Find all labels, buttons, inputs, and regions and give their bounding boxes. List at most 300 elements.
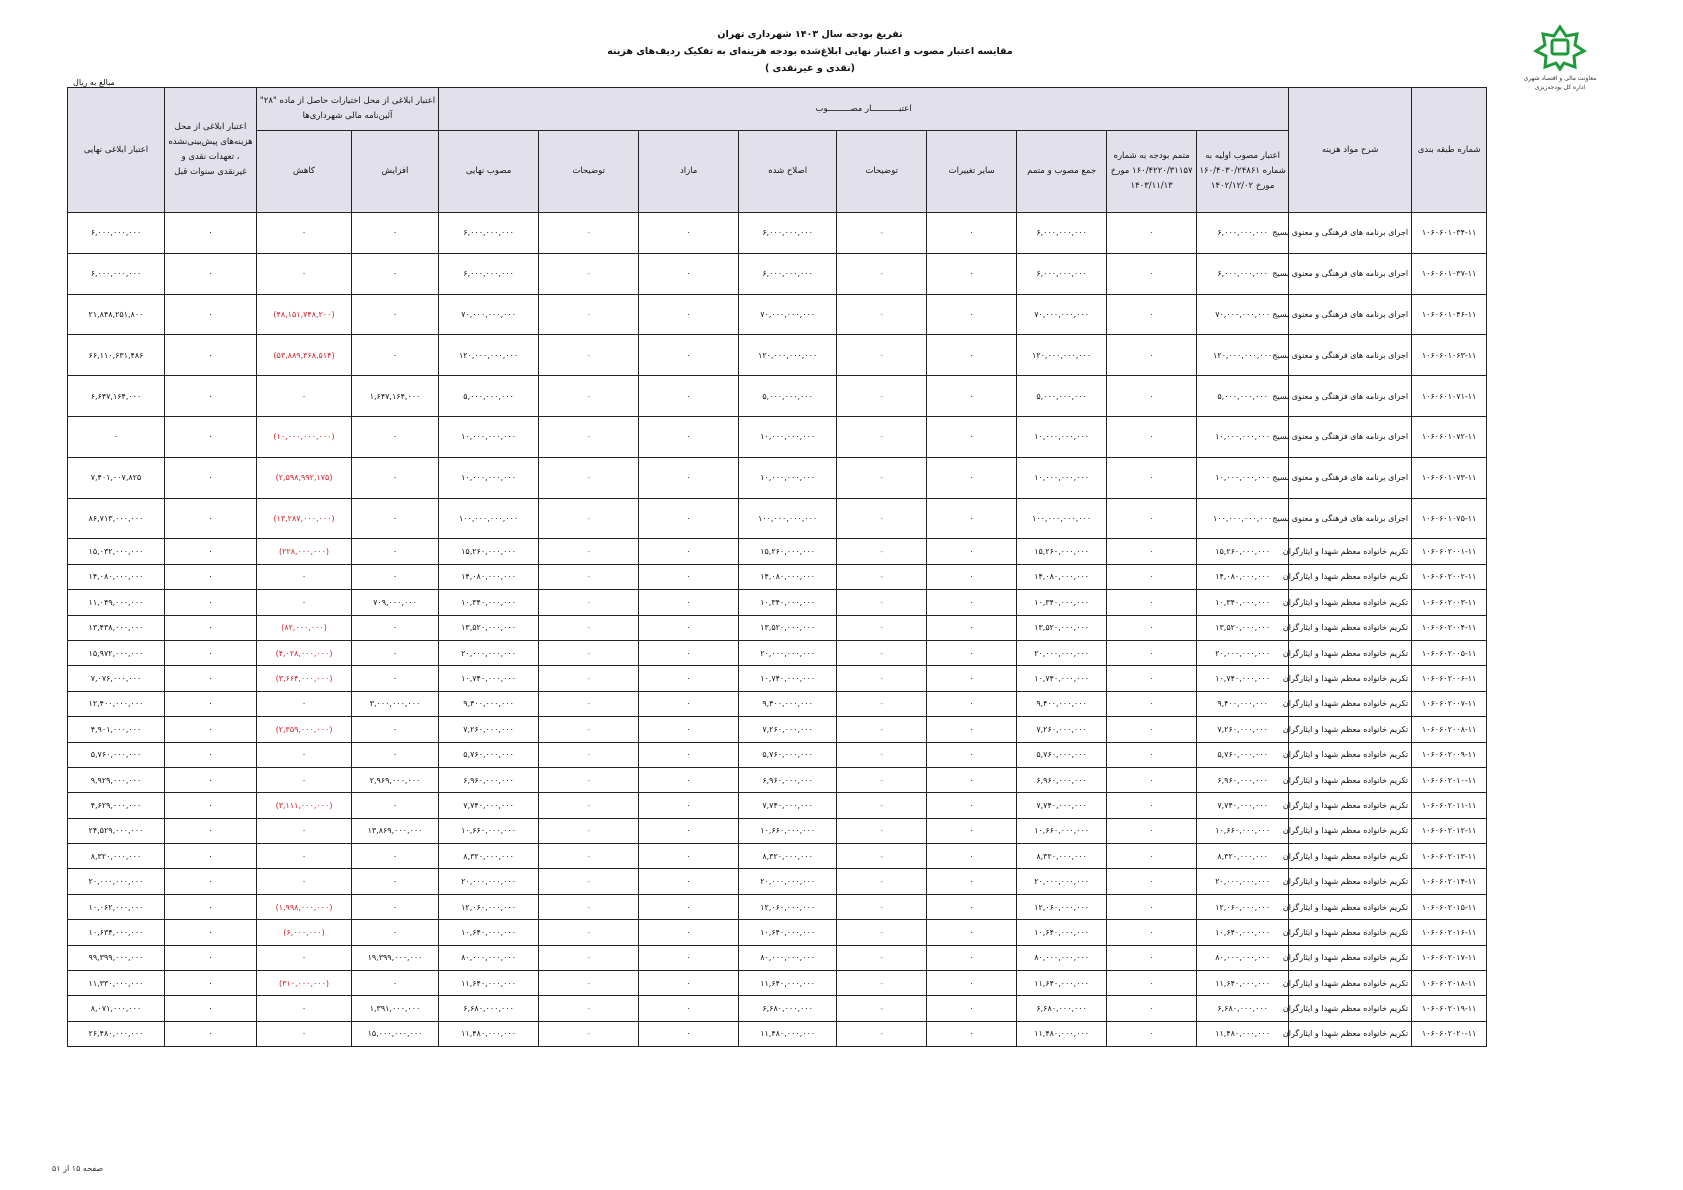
cell-initial: ۱۰۰,۰۰۰,۰۰۰,۰۰۰ — [1197, 498, 1289, 539]
cell-sum: ۱۰,۰۰۰,۰۰۰,۰۰۰ — [1017, 416, 1107, 457]
cell-prior-years: ۰ — [165, 691, 257, 716]
cell-prior-years: ۰ — [165, 564, 257, 589]
table-row — [68, 213, 1487, 254]
cell-desc: تکریم خانواده معظم شهدا و ایثارگران — [1289, 564, 1412, 589]
cell-supplement: ۰ — [1107, 640, 1197, 665]
cell-final-notified: ۸,۳۲۰,۰۰۰,۰۰۰ — [68, 844, 165, 869]
cell-supplement: ۰ — [1107, 335, 1197, 376]
cell-prior-years: ۰ — [165, 640, 257, 665]
table-row — [68, 253, 1487, 294]
cell-notes-1: - — [837, 742, 927, 767]
cell-final-notified: ۱۵,۹۷۲,۰۰۰,۰۰۰ — [68, 640, 165, 665]
cell-surplus: ۰ — [639, 945, 739, 970]
cell-sum: ۶,۹۶۰,۰۰۰,۰۰۰ — [1017, 767, 1107, 792]
cell-supplement: ۰ — [1107, 920, 1197, 945]
cell-amended: ۶,۹۶۰,۰۰۰,۰۰۰ — [739, 767, 837, 792]
header-final-approved: مصوب نهایی — [439, 131, 539, 213]
cell-other-changes: ۰ — [927, 253, 1017, 294]
cell-notes-2: - — [539, 920, 639, 945]
cell-amended: ۱۳,۵۲۰,۰۰۰,۰۰۰ — [739, 615, 837, 640]
cell-prior-years: ۰ — [165, 793, 257, 818]
header-code: شماره طبقه بندی — [1412, 88, 1487, 213]
cell-code: ۱۰۶۰۶۰۲۰۲۰-۱۱ — [1412, 1021, 1487, 1046]
cell-decrease: ۰ — [257, 869, 352, 894]
cell-increase: ۱۳,۸۶۹,۰۰۰,۰۰۰ — [352, 818, 439, 843]
cell-notes-2: - — [539, 564, 639, 589]
cell-amended: ۲۰,۰۰۰,۰۰۰,۰۰۰ — [739, 640, 837, 665]
cell-final-approved: ۶,۰۰۰,۰۰۰,۰۰۰ — [439, 213, 539, 254]
page-number: صفحه ۱۵ از ۵۱ — [52, 1164, 104, 1173]
cell-notes-2: - — [539, 1021, 639, 1046]
cell-increase: ۰ — [352, 666, 439, 691]
cell-increase: ۱,۳۹۱,۰۰۰,۰۰۰ — [352, 996, 439, 1021]
cell-amended: ۱۱,۶۴۰,۰۰۰,۰۰۰ — [739, 971, 837, 996]
cell-sum: ۲۰,۰۰۰,۰۰۰,۰۰۰ — [1017, 640, 1107, 665]
cell-notes-2: - — [539, 717, 639, 742]
cell-prior-years: ۰ — [165, 717, 257, 742]
cell-prior-years: ۰ — [165, 767, 257, 792]
cell-notes-1: - — [837, 253, 927, 294]
cell-amended: ۶,۶۸۰,۰۰۰,۰۰۰ — [739, 996, 837, 1021]
header-decrease: کاهش — [257, 131, 352, 213]
cell-notes-1: - — [837, 590, 927, 615]
header-approved-group: اعتبـــــــــــار مصـــــــــوب — [439, 88, 1289, 131]
cell-amended: ۷,۷۴۰,۰۰۰,۰۰۰ — [739, 793, 837, 818]
cell-decrease: (۱,۹۹۸,۰۰۰,۰۰۰) — [257, 894, 352, 919]
cell-surplus: ۰ — [639, 335, 739, 376]
cell-code: ۱۰۶۰۶۰۲۰۱۹-۱۱ — [1412, 996, 1487, 1021]
cell-desc: اجرای برنامه های فرهنگی و معنوی بسیج — [1289, 294, 1412, 335]
cell-supplement: ۰ — [1107, 416, 1197, 457]
cell-other-changes: ۰ — [927, 894, 1017, 919]
cell-decrease: (۸۲,۰۰۰,۰۰۰) — [257, 615, 352, 640]
cell-desc: تکریم خانواده معظم شهدا و ایثارگران — [1289, 640, 1412, 665]
cell-surplus: ۰ — [639, 416, 739, 457]
table-row — [68, 539, 1487, 564]
cell-decrease: ۰ — [257, 767, 352, 792]
cell-sum: ۸,۳۲۰,۰۰۰,۰۰۰ — [1017, 844, 1107, 869]
cell-increase: ۳,۰۰۰,۰۰۰,۰۰۰ — [352, 691, 439, 716]
cell-final-approved: ۱۱,۶۴۰,۰۰۰,۰۰۰ — [439, 971, 539, 996]
cell-code: ۱۰۶۰۶۰۲۰۱۲-۱۱ — [1412, 818, 1487, 843]
cell-surplus: ۰ — [639, 717, 739, 742]
cell-prior-years: ۰ — [165, 457, 257, 498]
cell-increase: ۱۵,۰۰۰,۰۰۰,۰۰۰ — [352, 1021, 439, 1046]
cell-prior-years: ۰ — [165, 590, 257, 615]
cell-desc: تکریم خانواده معظم شهدا و ایثارگران — [1289, 717, 1412, 742]
cell-notes-1: - — [837, 844, 927, 869]
cell-other-changes: ۰ — [927, 294, 1017, 335]
report-subtitle-2: (نقدی و غیرنقدی ) — [765, 63, 855, 74]
cell-prior-years: ۰ — [165, 945, 257, 970]
cell-desc: تکریم خانواده معظم شهدا و ایثارگران — [1289, 793, 1412, 818]
cell-other-changes: ۰ — [927, 869, 1017, 894]
cell-notes-2: - — [539, 793, 639, 818]
cell-supplement: ۰ — [1107, 213, 1197, 254]
cell-supplement: ۰ — [1107, 996, 1197, 1021]
table-row — [68, 971, 1487, 996]
cell-code: ۱۰۶۰۶۰۱۰۷۵-۱۱ — [1412, 498, 1487, 539]
cell-amended: ۱۰,۶۴۰,۰۰۰,۰۰۰ — [739, 920, 837, 945]
cell-sum: ۱۲,۰۶۰,۰۰۰,۰۰۰ — [1017, 894, 1107, 919]
cell-supplement: ۰ — [1107, 691, 1197, 716]
cell-initial: ۱۰,۷۴۰,۰۰۰,۰۰۰ — [1197, 666, 1289, 691]
cell-desc: تکریم خانواده معظم شهدا و ایثارگران — [1289, 971, 1412, 996]
table-row — [68, 945, 1487, 970]
cell-increase: ۰ — [352, 498, 439, 539]
cell-increase: ۰ — [352, 564, 439, 589]
cell-notes-1: - — [837, 691, 927, 716]
cell-increase: ۰ — [352, 894, 439, 919]
table-row — [68, 793, 1487, 818]
table-row — [68, 498, 1487, 539]
cell-sum: ۱۰,۷۴۰,۰۰۰,۰۰۰ — [1017, 666, 1107, 691]
cell-notes-1: - — [837, 376, 927, 417]
cell-desc: تکریم خانواده معظم شهدا و ایثارگران — [1289, 615, 1412, 640]
table-row — [68, 894, 1487, 919]
cell-other-changes: ۰ — [927, 590, 1017, 615]
cell-other-changes: ۰ — [927, 335, 1017, 376]
cell-supplement: ۰ — [1107, 498, 1197, 539]
cell-decrease: ۰ — [257, 742, 352, 767]
cell-sum: ۱۰,۶۶۰,۰۰۰,۰۰۰ — [1017, 818, 1107, 843]
cell-other-changes: ۰ — [927, 945, 1017, 970]
cell-other-changes: ۰ — [927, 376, 1017, 417]
cell-increase: ۰ — [352, 869, 439, 894]
cell-code: ۱۰۶۰۶۰۱۰۷۳-۱۱ — [1412, 457, 1487, 498]
header-other-changes: سایر تغییرات — [927, 131, 1017, 213]
cell-amended: ۷۰,۰۰۰,۰۰۰,۰۰۰ — [739, 294, 837, 335]
cell-initial: ۱۲,۰۶۰,۰۰۰,۰۰۰ — [1197, 894, 1289, 919]
cell-increase: ۰ — [352, 920, 439, 945]
header-initial: اعتبار مصوب اولیه به شماره ۱۶۰/۴۰۳۰/۲۴۸۶۱ مورخ ۱۴۰۲/۱۲/۰۲ — [1197, 131, 1289, 213]
cell-notes-1: - — [837, 615, 927, 640]
cell-final-approved: ۱۰,۰۰۰,۰۰۰,۰۰۰ — [439, 416, 539, 457]
cell-decrease: ۰ — [257, 691, 352, 716]
cell-decrease: ۰ — [257, 818, 352, 843]
cell-code: ۱۰۶۰۶۰۲۰۱۵-۱۱ — [1412, 894, 1487, 919]
cell-decrease: ۰ — [257, 253, 352, 294]
cell-notes-2: - — [539, 869, 639, 894]
cell-supplement: ۰ — [1107, 717, 1197, 742]
cell-supplement: ۰ — [1107, 1021, 1197, 1046]
cell-other-changes: ۰ — [927, 691, 1017, 716]
cell-final-approved: ۵,۰۰۰,۰۰۰,۰۰۰ — [439, 376, 539, 417]
header-prior-years: اعتبار ابلاغی از محل هزینه‌های پیش‌بینی‌نشده ، تعهدات نقدی و غیرنقدی سنوات قبل — [165, 88, 257, 213]
cell-notes-2: - — [539, 996, 639, 1021]
cell-supplement: ۰ — [1107, 971, 1197, 996]
cell-sum: ۷,۷۴۰,۰۰۰,۰۰۰ — [1017, 793, 1107, 818]
cell-notes-2: - — [539, 590, 639, 615]
cell-notes-1: - — [837, 640, 927, 665]
cell-initial: ۷۰,۰۰۰,۰۰۰,۰۰۰ — [1197, 294, 1289, 335]
cell-notes-2: - — [539, 818, 639, 843]
table-row — [68, 717, 1487, 742]
cell-sum: ۸۰,۰۰۰,۰۰۰,۰۰۰ — [1017, 945, 1107, 970]
cell-notes-1: - — [837, 945, 927, 970]
cell-other-changes: ۰ — [927, 920, 1017, 945]
cell-initial: ۱۴,۰۸۰,۰۰۰,۰۰۰ — [1197, 564, 1289, 589]
cell-other-changes: ۰ — [927, 615, 1017, 640]
cell-initial: ۶,۹۶۰,۰۰۰,۰۰۰ — [1197, 767, 1289, 792]
cell-amended: ۱۰,۰۰۰,۰۰۰,۰۰۰ — [739, 416, 837, 457]
table-body — [68, 213, 1487, 1047]
cell-other-changes: ۰ — [927, 742, 1017, 767]
cell-surplus: ۰ — [639, 640, 739, 665]
cell-supplement: ۰ — [1107, 457, 1197, 498]
cell-decrease: (۲,۳۵۹,۰۰۰,۰۰۰) — [257, 717, 352, 742]
cell-final-notified: ۲۱,۸۴۸,۲۵۱,۸۰۰ — [68, 294, 165, 335]
logo-caption-1: معاونت مالی و اقتصاد شهری — [1523, 75, 1597, 82]
cell-code: ۱۰۶۰۶۰۲۰۰۵-۱۱ — [1412, 640, 1487, 665]
cell-final-notified: ۶,۰۰۰,۰۰۰,۰۰۰ — [68, 253, 165, 294]
cell-supplement: ۰ — [1107, 844, 1197, 869]
cell-desc: تکریم خانواده معظم شهدا و ایثارگران — [1289, 539, 1412, 564]
cell-notes-1: - — [837, 539, 927, 564]
cell-surplus: ۰ — [639, 615, 739, 640]
cell-notes-1: - — [837, 971, 927, 996]
cell-final-approved: ۱۰,۶۴۰,۰۰۰,۰۰۰ — [439, 920, 539, 945]
cell-amended: ۲۰,۰۰۰,۰۰۰,۰۰۰ — [739, 869, 837, 894]
header-amended: اصلاح شده — [739, 131, 837, 213]
cell-surplus: ۰ — [639, 376, 739, 417]
cell-final-notified: ۱۰,۰۶۲,۰۰۰,۰۰۰ — [68, 894, 165, 919]
cell-sum: ۲۰,۰۰۰,۰۰۰,۰۰۰ — [1017, 869, 1107, 894]
cell-decrease: ۰ — [257, 376, 352, 417]
cell-initial: ۷,۲۶۰,۰۰۰,۰۰۰ — [1197, 717, 1289, 742]
cell-code: ۱۰۶۰۶۰۲۰۰۳-۱۱ — [1412, 590, 1487, 615]
cell-other-changes: ۰ — [927, 793, 1017, 818]
cell-desc: اجرای برنامه های فرهنگی و معنوی بسیج — [1289, 498, 1412, 539]
cell-initial: ۱۲۰,۰۰۰,۰۰۰,۰۰۰ — [1197, 335, 1289, 376]
cell-desc: اجرای برنامه های فرهنگی و معنوی بسیج — [1289, 253, 1412, 294]
cell-notes-1: - — [837, 294, 927, 335]
cell-initial: ۱۰,۳۴۰,۰۰۰,۰۰۰ — [1197, 590, 1289, 615]
cell-initial: ۱۱,۴۸۰,۰۰۰,۰۰۰ — [1197, 1021, 1289, 1046]
cell-code: ۱۰۶۰۶۰۲۰۱۳-۱۱ — [1412, 844, 1487, 869]
cell-surplus: ۰ — [639, 691, 739, 716]
cell-other-changes: ۰ — [927, 539, 1017, 564]
cell-final-notified: ۲۴,۵۲۹,۰۰۰,۰۰۰ — [68, 818, 165, 843]
cell-notes-1: - — [837, 767, 927, 792]
cell-desc: اجرای برنامه های فرهنگی و معنوی بسیج — [1289, 335, 1412, 376]
cell-final-approved: ۵,۷۶۰,۰۰۰,۰۰۰ — [439, 742, 539, 767]
cell-final-approved: ۲۰,۰۰۰,۰۰۰,۰۰۰ — [439, 640, 539, 665]
cell-other-changes: ۰ — [927, 844, 1017, 869]
cell-final-approved: ۶,۹۶۰,۰۰۰,۰۰۰ — [439, 767, 539, 792]
cell-increase: ۱۹,۳۹۹,۰۰۰,۰۰۰ — [352, 945, 439, 970]
cell-decrease: (۱۳,۲۸۷,۰۰۰,۰۰۰) — [257, 498, 352, 539]
cell-prior-years: ۰ — [165, 376, 257, 417]
cell-sum: ۱۵,۲۶۰,۰۰۰,۰۰۰ — [1017, 539, 1107, 564]
cell-prior-years: ۰ — [165, 971, 257, 996]
cell-surplus: ۰ — [639, 666, 739, 691]
cell-desc: تکریم خانواده معظم شهدا و ایثارگران — [1289, 666, 1412, 691]
cell-sum: ۹,۴۰۰,۰۰۰,۰۰۰ — [1017, 691, 1107, 716]
table-row — [68, 416, 1487, 457]
cell-final-notified: ۷,۴۰۱,۰۰۷,۸۲۵ — [68, 457, 165, 498]
cell-desc: تکریم خانواده معظم شهدا و ایثارگران — [1289, 945, 1412, 970]
cell-notes-2: - — [539, 894, 639, 919]
header-desc: شرح مواد هزینه — [1289, 88, 1412, 213]
cell-notes-1: - — [837, 793, 927, 818]
cell-notes-1: - — [837, 920, 927, 945]
cell-supplement: ۰ — [1107, 666, 1197, 691]
cell-surplus: ۰ — [639, 767, 739, 792]
cell-final-notified: ۹,۹۲۹,۰۰۰,۰۰۰ — [68, 767, 165, 792]
cell-initial: ۱۵,۲۶۰,۰۰۰,۰۰۰ — [1197, 539, 1289, 564]
cell-code: ۱۰۶۰۶۰۲۰۱۰-۱۱ — [1412, 767, 1487, 792]
cell-increase: ۰ — [352, 457, 439, 498]
cell-initial: ۶,۰۰۰,۰۰۰,۰۰۰ — [1197, 213, 1289, 254]
cell-final-notified: ۶,۶۴۷,۱۶۴,۰۰۰ — [68, 376, 165, 417]
cell-code: ۱۰۶۰۶۰۱۰۷۲-۱۱ — [1412, 416, 1487, 457]
cell-final-approved: ۲۰,۰۰۰,۰۰۰,۰۰۰ — [439, 869, 539, 894]
cell-final-approved: ۹,۴۰۰,۰۰۰,۰۰۰ — [439, 691, 539, 716]
header-notes-1: توضیحات — [837, 131, 927, 213]
cell-decrease: ۰ — [257, 844, 352, 869]
cell-increase: ۰ — [352, 213, 439, 254]
municipality-logo — [1515, 24, 1605, 92]
cell-notes-2: - — [539, 539, 639, 564]
cell-desc: اجرای برنامه های فرهنگی و معنوی بسیج — [1289, 416, 1412, 457]
cell-other-changes: ۰ — [927, 564, 1017, 589]
cell-final-notified: ۲۶,۴۸۰,۰۰۰,۰۰۰ — [68, 1021, 165, 1046]
cell-notes-2: - — [539, 666, 639, 691]
cell-surplus: ۰ — [639, 590, 739, 615]
cell-code: ۱۰۶۰۶۰۲۰۱۷-۱۱ — [1412, 945, 1487, 970]
cell-other-changes: ۰ — [927, 498, 1017, 539]
cell-supplement: ۰ — [1107, 894, 1197, 919]
cell-sum: ۶,۰۰۰,۰۰۰,۰۰۰ — [1017, 213, 1107, 254]
table-row — [68, 376, 1487, 417]
cell-surplus: ۰ — [639, 213, 739, 254]
cell-code: ۱۰۶۰۶۰۲۰۰۹-۱۱ — [1412, 742, 1487, 767]
cell-supplement: ۰ — [1107, 869, 1197, 894]
cell-amended: ۱۲,۰۶۰,۰۰۰,۰۰۰ — [739, 894, 837, 919]
cell-surplus: ۰ — [639, 498, 739, 539]
cell-other-changes: ۰ — [927, 666, 1017, 691]
cell-notes-1: - — [837, 1021, 927, 1046]
cell-decrease: (۳,۱۱۱,۰۰۰,۰۰۰) — [257, 793, 352, 818]
cell-desc: تکریم خانواده معظم شهدا و ایثارگران — [1289, 920, 1412, 945]
cell-sum: ۱۱,۴۸۰,۰۰۰,۰۰۰ — [1017, 1021, 1107, 1046]
cell-decrease: ۰ — [257, 945, 352, 970]
cell-notes-2: - — [539, 335, 639, 376]
cell-amended: ۶,۰۰۰,۰۰۰,۰۰۰ — [739, 253, 837, 294]
cell-decrease: (۲۲۸,۰۰۰,۰۰۰) — [257, 539, 352, 564]
cell-increase: ۰ — [352, 844, 439, 869]
cell-initial: ۲۰,۰۰۰,۰۰۰,۰۰۰ — [1197, 640, 1289, 665]
cell-surplus: ۰ — [639, 1021, 739, 1046]
cell-other-changes: ۰ — [927, 640, 1017, 665]
cell-final-notified: ۲۰,۰۰۰,۰۰۰,۰۰۰ — [68, 869, 165, 894]
cell-amended: ۱۱,۴۸۰,۰۰۰,۰۰۰ — [739, 1021, 837, 1046]
cell-notes-2: - — [539, 253, 639, 294]
cell-final-approved: ۷,۲۶۰,۰۰۰,۰۰۰ — [439, 717, 539, 742]
cell-notes-1: - — [837, 498, 927, 539]
cell-final-approved: ۱۴,۰۸۰,۰۰۰,۰۰۰ — [439, 564, 539, 589]
cell-other-changes: ۰ — [927, 767, 1017, 792]
cell-increase: ۰ — [352, 742, 439, 767]
cell-final-notified: ۱۱,۳۳۰,۰۰۰,۰۰۰ — [68, 971, 165, 996]
cell-decrease: (۳,۶۶۴,۰۰۰,۰۰۰) — [257, 666, 352, 691]
cell-notes-1: - — [837, 457, 927, 498]
cell-desc: اجرای برنامه های فرهنگی و معنوی بسیج — [1289, 457, 1412, 498]
cell-initial: ۹,۴۰۰,۰۰۰,۰۰۰ — [1197, 691, 1289, 716]
cell-code: ۱۰۶۰۶۰۱۰۷۱-۱۱ — [1412, 376, 1487, 417]
budget-table — [67, 87, 1487, 1047]
table-row — [68, 996, 1487, 1021]
cell-final-notified: ۶۶,۱۱۰,۶۳۱,۴۸۶ — [68, 335, 165, 376]
cell-sum: ۱۳,۵۲۰,۰۰۰,۰۰۰ — [1017, 615, 1107, 640]
cell-supplement: ۰ — [1107, 376, 1197, 417]
cell-code: ۱۰۶۰۶۰۱۰۳۴-۱۱ — [1412, 213, 1487, 254]
cell-final-approved: ۱۲,۰۶۰,۰۰۰,۰۰۰ — [439, 894, 539, 919]
cell-increase: ۰ — [352, 640, 439, 665]
cell-other-changes: ۰ — [927, 457, 1017, 498]
cell-prior-years: ۰ — [165, 742, 257, 767]
cell-initial: ۵,۷۶۰,۰۰۰,۰۰۰ — [1197, 742, 1289, 767]
cell-desc: تکریم خانواده معظم شهدا و ایثارگران — [1289, 818, 1412, 843]
cell-code: ۱۰۶۰۶۰۲۰۱۸-۱۱ — [1412, 971, 1487, 996]
cell-supplement: ۰ — [1107, 818, 1197, 843]
cell-increase: ۰ — [352, 294, 439, 335]
cell-code: ۱۰۶۰۶۰۲۰۰۶-۱۱ — [1412, 666, 1487, 691]
cell-desc: تکریم خانواده معظم شهدا و ایثارگران — [1289, 996, 1412, 1021]
cell-code: ۱۰۶۰۶۰۲۰۰۱-۱۱ — [1412, 539, 1487, 564]
cell-initial: ۱۱,۶۴۰,۰۰۰,۰۰۰ — [1197, 971, 1289, 996]
cell-prior-years: ۰ — [165, 615, 257, 640]
cell-supplement: ۰ — [1107, 564, 1197, 589]
cell-amended: ۹,۴۰۰,۰۰۰,۰۰۰ — [739, 691, 837, 716]
cell-prior-years: ۰ — [165, 294, 257, 335]
cell-final-notified: ۴,۶۲۹,۰۰۰,۰۰۰ — [68, 793, 165, 818]
cell-initial: ۸,۳۲۰,۰۰۰,۰۰۰ — [1197, 844, 1289, 869]
cell-desc: تکریم خانواده معظم شهدا و ایثارگران — [1289, 691, 1412, 716]
header-increase: افزایش — [352, 131, 439, 213]
cell-amended: ۱۵,۲۶۰,۰۰۰,۰۰۰ — [739, 539, 837, 564]
header-supplement: متمم بودجه به شماره ۱۶۰/۴۲۲۰/۳۱۱۵۷ مورخ ۱۴۰۳/۱۱/۱۳ — [1107, 131, 1197, 213]
cell-increase: ۰ — [352, 253, 439, 294]
cell-initial: ۶,۰۰۰,۰۰۰,۰۰۰ — [1197, 253, 1289, 294]
cell-other-changes: ۰ — [927, 971, 1017, 996]
cell-final-notified: ۰ — [68, 416, 165, 457]
cell-initial: ۱۰,۰۰۰,۰۰۰,۰۰۰ — [1197, 457, 1289, 498]
cell-prior-years: ۰ — [165, 844, 257, 869]
cell-decrease: ۰ — [257, 564, 352, 589]
cell-notes-2: - — [539, 457, 639, 498]
cell-amended: ۱۰,۷۴۰,۰۰۰,۰۰۰ — [739, 666, 837, 691]
cell-prior-years: ۰ — [165, 253, 257, 294]
cell-code: ۱۰۶۰۶۰۱۰۶۳-۱۱ — [1412, 335, 1487, 376]
cell-surplus: ۰ — [639, 818, 739, 843]
cell-desc: تکریم خانواده معظم شهدا و ایثارگران — [1289, 590, 1412, 615]
cell-prior-years: ۰ — [165, 894, 257, 919]
cell-amended: ۶,۰۰۰,۰۰۰,۰۰۰ — [739, 213, 837, 254]
table-row — [68, 818, 1487, 843]
cell-notes-1: - — [837, 894, 927, 919]
cell-desc: اجرای برنامه های فرهنگی و معنوی بسیج — [1289, 376, 1412, 417]
cell-increase: ۲,۹۶۹,۰۰۰,۰۰۰ — [352, 767, 439, 792]
cell-sum: ۱۴,۰۸۰,۰۰۰,۰۰۰ — [1017, 564, 1107, 589]
cell-prior-years: ۰ — [165, 1021, 257, 1046]
cell-increase: ۰ — [352, 335, 439, 376]
cell-sum: ۷,۲۶۰,۰۰۰,۰۰۰ — [1017, 717, 1107, 742]
cell-other-changes: ۰ — [927, 996, 1017, 1021]
cell-amended: ۱۰۰,۰۰۰,۰۰۰,۰۰۰ — [739, 498, 837, 539]
cell-final-notified: ۱۱,۰۴۹,۰۰۰,۰۰۰ — [68, 590, 165, 615]
